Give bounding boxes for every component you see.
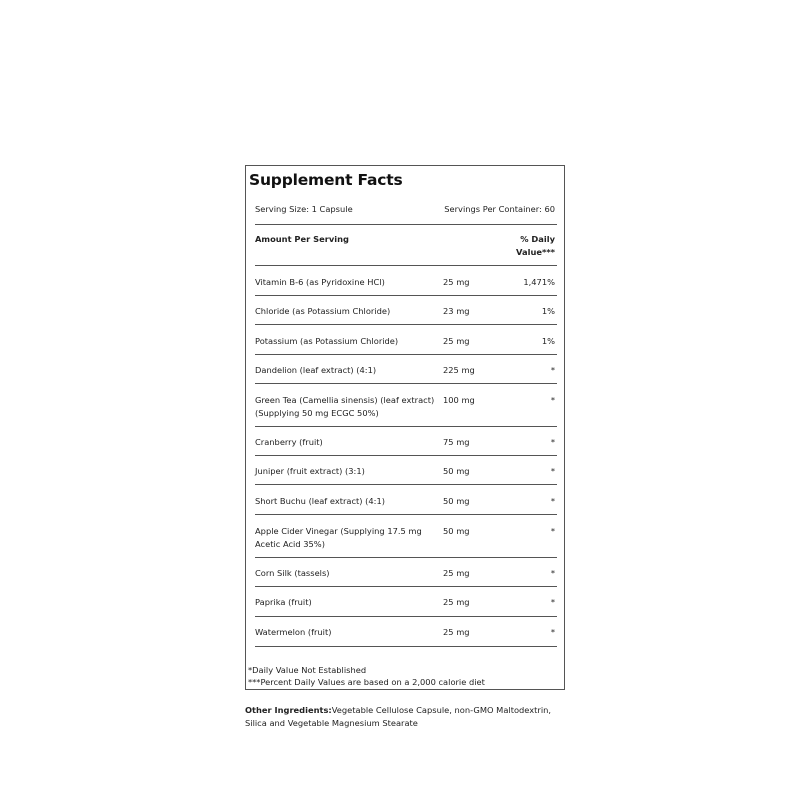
divider: [255, 224, 557, 225]
amount-per-serving-header: Amount Per Serving: [255, 234, 349, 244]
nutrient-amount: 100 mg: [443, 395, 475, 405]
daily-value-header: [516, 233, 555, 258]
nutrient-amount: 25 mg: [443, 277, 470, 287]
nutrient-name: Corn Silk (tassels): [255, 568, 330, 578]
footnote-percent-basis: ***Percent Daily Values are based on a 2,000 calorie diet: [248, 677, 485, 687]
nutrient-daily-value: 1%: [541, 336, 555, 346]
divider: [255, 324, 557, 325]
divider: [255, 557, 557, 558]
nutrient-amount: 225 mg: [443, 365, 475, 375]
nutrient-name: Chloride (as Potassium Chloride): [255, 306, 391, 316]
nutrient-daily-value: *: [550, 365, 555, 375]
nutrient-daily-value: *: [550, 466, 555, 476]
divider: [255, 265, 557, 266]
divider: [255, 383, 557, 384]
nutrient-amount: 23 mg: [443, 306, 470, 316]
nutrient-amount: 50 mg: [443, 466, 470, 476]
other-ingredients: [245, 704, 575, 729]
daily-value-header-line1: % Daily: [520, 234, 555, 244]
nutrient-name: Short Buchu (leaf extract) (4:1): [255, 496, 385, 506]
serving-size: Serving Size: 1 Capsule: [255, 204, 353, 214]
nutrient-daily-value: *: [550, 437, 555, 447]
nutrient-daily-value: *: [550, 526, 555, 536]
servings-per-container: Servings Per Container: 60: [444, 204, 555, 214]
nutrient-name: Dandelion (leaf extract) (4:1): [255, 365, 377, 375]
divider: [255, 484, 557, 485]
nutrient-name: Cranberry (fruit): [255, 437, 323, 447]
nutrient-daily-value: *: [550, 627, 555, 637]
nutrient-amount: 50 mg: [443, 526, 470, 536]
nutrient-name: Juniper (fruit extract) (3:1): [255, 466, 365, 476]
nutrient-daily-value: 1%: [541, 306, 555, 316]
nutrient-amount: 25 mg: [443, 568, 470, 578]
divider: [255, 514, 557, 515]
divider: [255, 426, 557, 427]
divider: [255, 354, 557, 355]
footnote-dv-not-established: *Daily Value Not Established: [248, 665, 367, 675]
nutrient-amount: 25 mg: [443, 627, 470, 637]
nutrient-daily-value: *: [550, 597, 555, 607]
nutrient-name: Potassium (as Potassium Chloride): [255, 336, 399, 346]
nutrient-name: Green Tea (Camellia sinensis) (leaf extract) (Supplying 50 mg ECGC 50%): [255, 395, 435, 418]
nutrient-daily-value: *: [550, 496, 555, 506]
nutrient-daily-value: *: [550, 395, 555, 405]
divider: [255, 455, 557, 456]
divider: [255, 295, 557, 296]
nutrient-amount: 75 mg: [443, 437, 470, 447]
nutrient-amount: 50 mg: [443, 496, 470, 506]
nutrient-amount: 25 mg: [443, 336, 470, 346]
other-ingredients-label: Other Ingredients:: [245, 705, 332, 715]
divider: [255, 586, 557, 587]
nutrient-name: Apple Cider Vinegar (Supplying 17.5 mg Acetic Acid 35%): [255, 526, 422, 549]
nutrient-name: Vitamin B-6 (as Pyridoxine HCl): [255, 277, 385, 287]
nutrient-daily-value: *: [550, 568, 555, 578]
divider: [255, 646, 557, 647]
supplement-facts-panel: [245, 165, 565, 690]
panel-title: Supplement Facts: [249, 171, 403, 189]
nutrient-amount: 25 mg: [443, 597, 470, 607]
nutrient-name: Paprika (fruit): [255, 597, 312, 607]
divider: [255, 616, 557, 617]
daily-value-header-line2: Value***: [516, 246, 555, 257]
other-ingredients-text: Vegetable Cellulose Capsule, non-GMO Maltodextrin, Silica and Vegetable Magnesium Stearate: [245, 705, 552, 728]
nutrient-daily-value: 1,471%: [523, 277, 555, 287]
nutrient-name: Watermelon (fruit): [255, 627, 332, 637]
